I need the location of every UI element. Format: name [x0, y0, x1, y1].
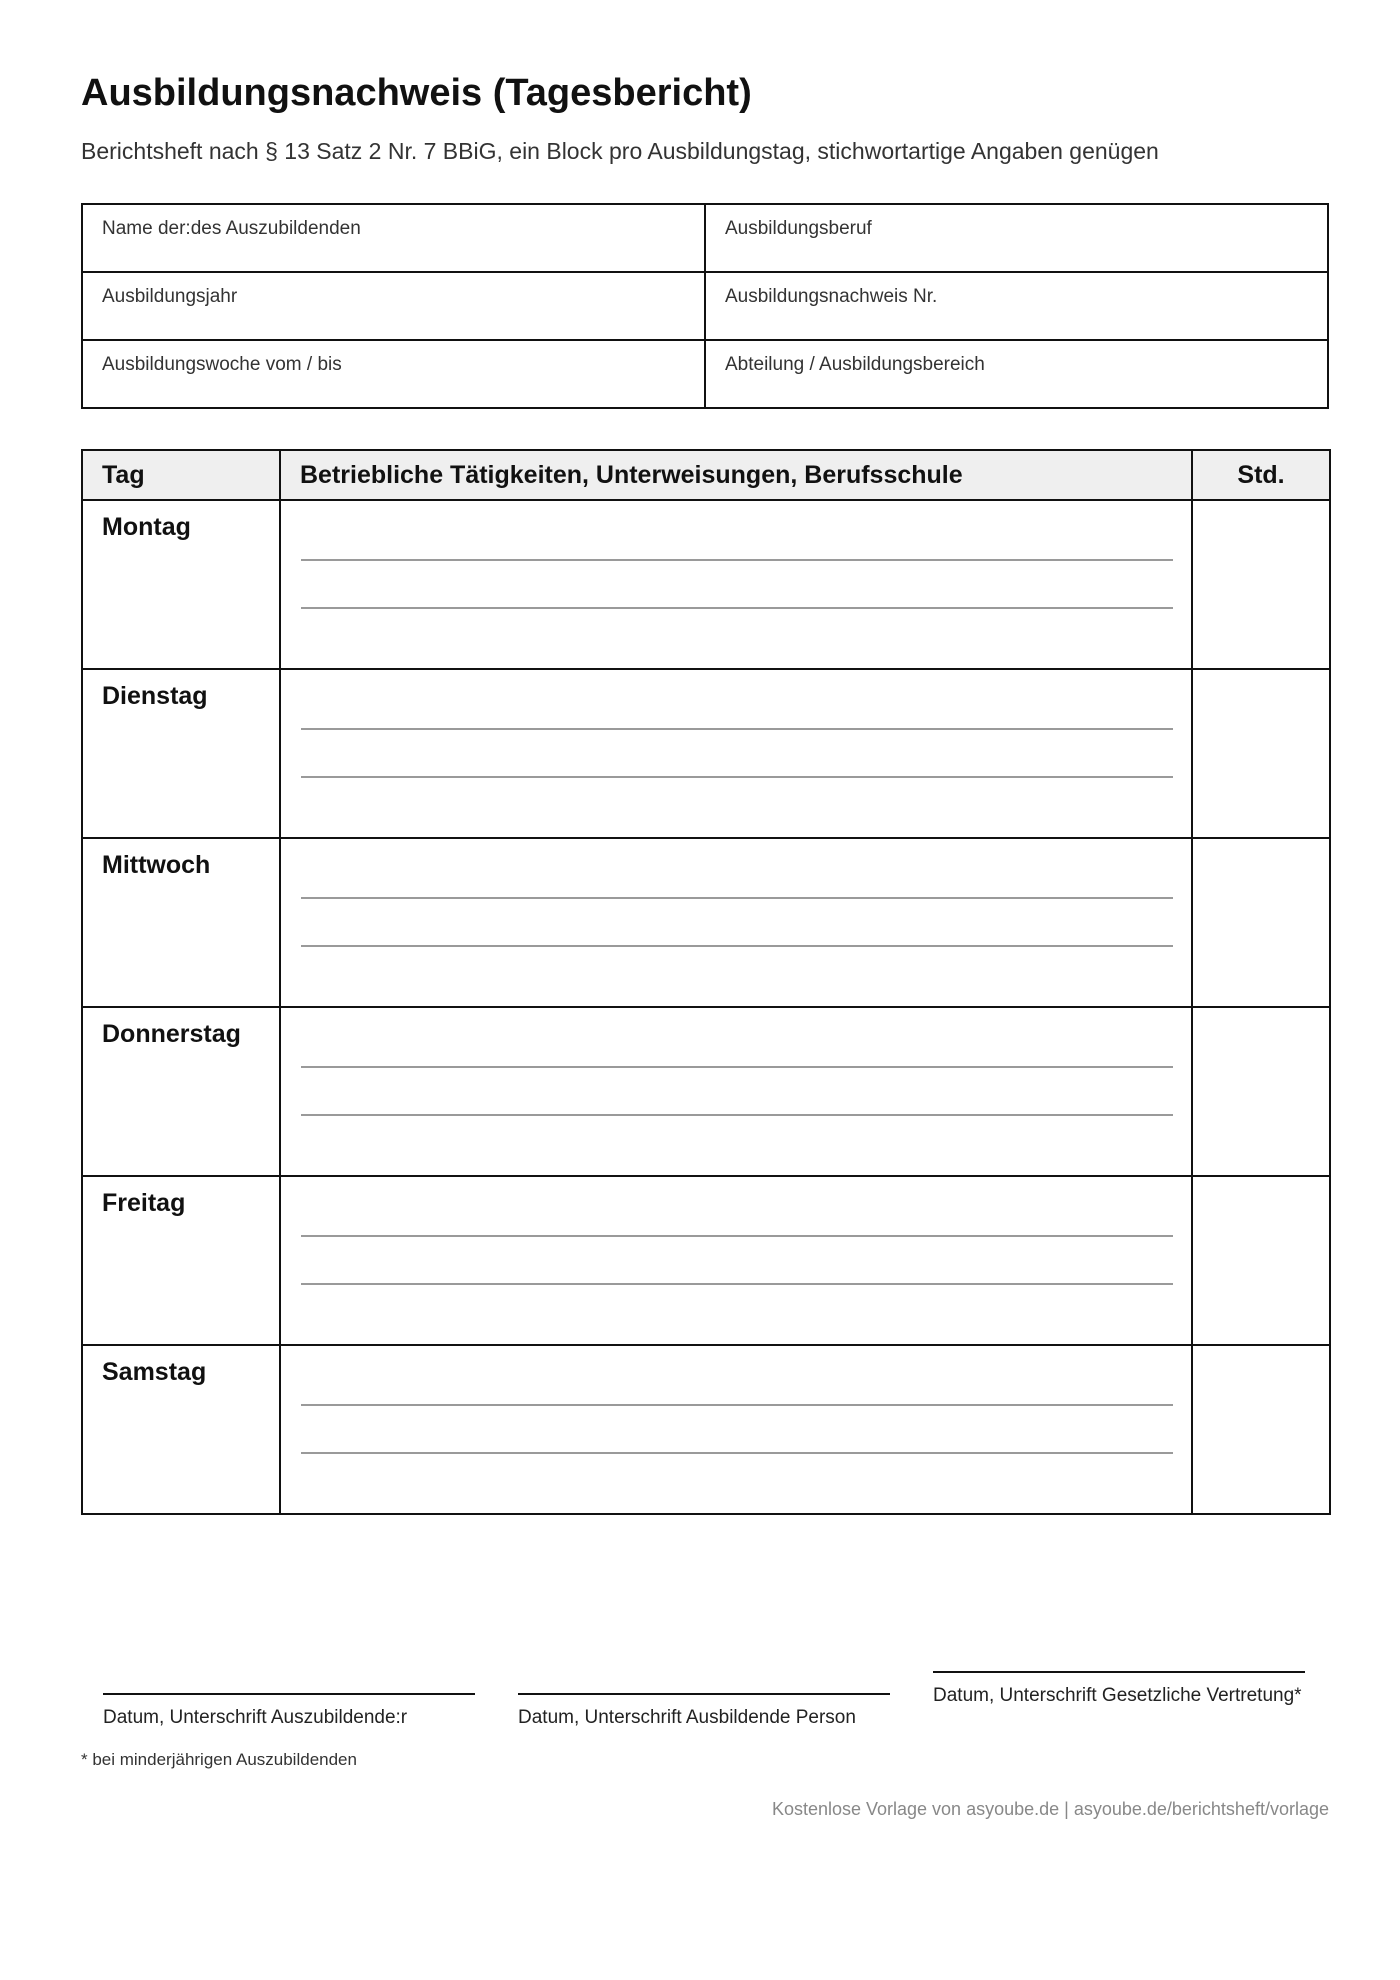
activity-cell[interactable]: [280, 1007, 1192, 1176]
table-header-row: [82, 450, 1330, 500]
name-field-label: Name der:des Auszubildenden: [102, 218, 361, 239]
table-row: [82, 838, 1330, 1007]
hours-cell[interactable]: [1192, 838, 1330, 1007]
beruf-field-label: Ausbildungsberuf: [725, 218, 872, 239]
signature-caption: Datum, Unterschrift Ausbildende Person: [518, 1707, 856, 1728]
template-credit: Kostenlose Vorlage von asyoube.de | asyoube.de/berichtsheft/vorlage: [771, 1799, 1329, 1819]
day-cell: [82, 500, 280, 669]
day-cell: [82, 1007, 280, 1176]
hours-cell[interactable]: [1192, 500, 1330, 669]
writing-line: [301, 1066, 1173, 1068]
jahr-field-label: Ausbildungsjahr: [102, 286, 238, 307]
writing-line: [301, 1114, 1173, 1116]
writing-line: [301, 1404, 1173, 1406]
writing-line: [301, 728, 1173, 730]
activity-cell[interactable]: [280, 1176, 1192, 1345]
page-subtitle: Berichtsheft nach § 13 Satz 2 Nr. 7 BBiG, ein Block pro Ausbildungstag, stichwortartige Angaben genügen: [81, 138, 1159, 164]
activity-cell[interactable]: [280, 669, 1192, 838]
activity-cell[interactable]: [280, 838, 1192, 1007]
writing-lines: [281, 559, 1191, 609]
activity-cell[interactable]: [280, 500, 1192, 669]
writing-lines: [281, 897, 1191, 947]
table-row: [82, 1176, 1330, 1345]
day-label: Samstag: [102, 1358, 207, 1386]
writing-lines: [281, 1404, 1191, 1454]
page-title: Ausbildungsnachweis (Tagesbericht): [81, 72, 752, 114]
nachweis-nr-field-label: Ausbildungsnachweis Nr.: [725, 286, 938, 307]
hours-cell[interactable]: [1192, 1007, 1330, 1176]
woche-field-label: Ausbildungswoche vom / bis: [102, 354, 342, 375]
signature-ausbildende[interactable]: [518, 1693, 890, 1729]
writing-lines: [281, 1066, 1191, 1116]
signature-line: [933, 1671, 1305, 1673]
table-row: [82, 669, 1330, 838]
table-row: [82, 1007, 1330, 1176]
header-std: Std.: [1192, 450, 1330, 500]
writing-line: [301, 945, 1173, 947]
hours-cell[interactable]: [1192, 1176, 1330, 1345]
activity-cell[interactable]: [280, 1345, 1192, 1514]
footnote: * bei minderjährigen Auszubildenden: [81, 1750, 357, 1769]
signature-line: [518, 1693, 890, 1695]
abteilung-field-label: Abteilung / Ausbildungsbereich: [725, 354, 985, 375]
writing-line: [301, 897, 1173, 899]
jahr-field[interactable]: [82, 272, 705, 340]
abteilung-field[interactable]: [705, 340, 1328, 408]
signature-azubi[interactable]: [103, 1693, 475, 1729]
trainee-info-grid: [81, 203, 1329, 409]
writing-lines: [281, 1235, 1191, 1285]
day-label: Dienstag: [102, 682, 208, 710]
daily-report-table: [81, 449, 1331, 1515]
writing-line: [301, 1452, 1173, 1454]
day-label: Montag: [102, 513, 191, 541]
writing-line: [301, 607, 1173, 609]
day-cell: [82, 1176, 280, 1345]
day-label: Mittwoch: [102, 851, 211, 879]
beruf-field[interactable]: [705, 204, 1328, 272]
table-row: [82, 500, 1330, 669]
signature-caption: Datum, Unterschrift Auszubildende:r: [103, 1707, 408, 1728]
hours-cell[interactable]: [1192, 1345, 1330, 1514]
hours-cell[interactable]: [1192, 669, 1330, 838]
day-cell: [82, 838, 280, 1007]
day-cell: [82, 1345, 280, 1514]
name-field[interactable]: [82, 204, 705, 272]
table-row: [82, 1345, 1330, 1514]
header-tag: Tag: [82, 450, 280, 500]
header-taetigkeiten: Betriebliche Tätigkeiten, Unterweisungen, Berufsschule: [280, 450, 1192, 500]
nachweis-nr-field[interactable]: [705, 272, 1328, 340]
day-label: Freitag: [102, 1189, 186, 1217]
writing-line: [301, 559, 1173, 561]
day-label: Donnerstag: [102, 1020, 241, 1048]
writing-lines: [281, 728, 1191, 778]
writing-line: [301, 1283, 1173, 1285]
day-cell: [82, 669, 280, 838]
writing-line: [301, 1235, 1173, 1237]
writing-line: [301, 776, 1173, 778]
woche-field[interactable]: [82, 340, 705, 408]
signature-line: [103, 1693, 475, 1695]
signature-vertretung[interactable]: [933, 1671, 1305, 1707]
signature-caption: Datum, Unterschrift Gesetzliche Vertretung*: [933, 1685, 1302, 1706]
